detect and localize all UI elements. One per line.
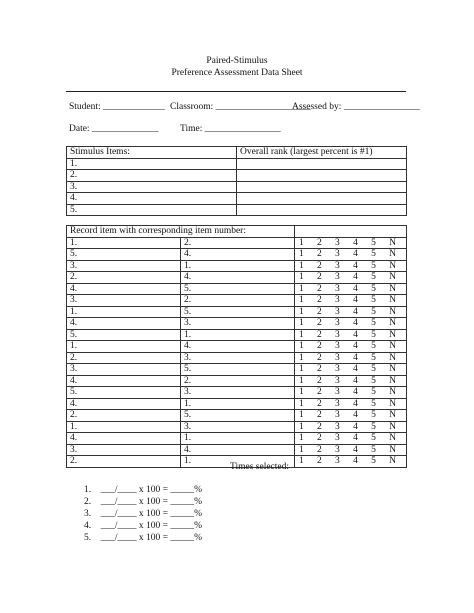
pair-item-right: 4.	[181, 249, 295, 261]
pair-item-right: 3.	[181, 421, 295, 433]
pair-item-left: 5.	[67, 387, 181, 399]
choice-option[interactable]: 4	[353, 398, 358, 409]
percent-line: 3. ___/____ x 100 = _____%	[84, 509, 203, 519]
choice-option[interactable]: 1	[299, 433, 304, 443]
choice-option[interactable]: 1	[299, 249, 304, 259]
choice-option[interactable]: 1	[299, 341, 304, 351]
choice-option[interactable]: 3	[335, 341, 340, 351]
choice-option[interactable]: 5	[371, 456, 376, 466]
choice-option[interactable]: 3	[335, 364, 340, 374]
student-field: Student: _____________	[69, 102, 165, 112]
choice-option[interactable]: N	[389, 387, 396, 397]
record-table	[66, 225, 407, 468]
choice-cell	[295, 387, 407, 399]
pair-item-left: 2.	[67, 352, 181, 364]
choice-option[interactable]: 1	[299, 352, 304, 363]
choice-option[interactable]: 4	[353, 341, 358, 351]
rank-cell	[237, 170, 407, 182]
choice-option[interactable]: 2	[317, 329, 322, 340]
choice-option[interactable]: 4	[353, 249, 358, 259]
choice-option[interactable]: N	[389, 398, 396, 409]
pair-item-right: 4.	[181, 272, 295, 284]
choice-option[interactable]: 4	[353, 237, 358, 248]
pair-item-left: 3.	[67, 295, 181, 307]
choice-cell	[295, 352, 407, 364]
pair-row	[67, 433, 407, 445]
choice-option[interactable]: 1	[299, 387, 304, 397]
pair-item-right: 5.	[181, 283, 295, 295]
choice-option[interactable]: 5	[371, 433, 376, 443]
pair-row	[67, 421, 407, 433]
pair-item-right: 2.	[181, 375, 295, 387]
choice-option[interactable]: 4	[353, 306, 358, 317]
choice-option[interactable]: 2	[317, 272, 322, 282]
choice-option[interactable]: 4	[353, 456, 358, 466]
pair-row	[67, 283, 407, 295]
stimulus-row	[67, 181, 407, 193]
choice-cell	[295, 364, 407, 376]
pair-item-left: 3.	[67, 444, 181, 456]
choice-option[interactable]: N	[389, 456, 396, 466]
choice-option[interactable]: 3	[335, 260, 340, 271]
choice-option[interactable]: 1	[299, 272, 304, 282]
pair-item-right: 1.	[181, 433, 295, 445]
choice-option[interactable]: 3	[335, 272, 340, 282]
pair-row	[67, 318, 407, 330]
pair-item-right: 4.	[181, 444, 295, 456]
choice-option[interactable]: 2	[317, 398, 322, 409]
choice-option[interactable]: 4	[353, 329, 358, 340]
rank-cell	[237, 193, 407, 205]
choice-option[interactable]: 5	[371, 260, 376, 271]
classroom-field: Classroom: ____________________	[170, 102, 311, 112]
choice-option[interactable]: 1	[299, 329, 304, 340]
choice-option[interactable]: 1	[299, 318, 304, 328]
stimulus-item-number: 3.	[67, 181, 237, 193]
pair-item-left: 5.	[67, 249, 181, 261]
choice-cell	[295, 398, 407, 410]
record-header: Record item with corresponding item number:	[67, 226, 295, 238]
pair-row	[67, 237, 407, 249]
pair-item-left: 1.	[67, 237, 181, 249]
choice-cell	[295, 272, 407, 284]
choice-option[interactable]: 1	[299, 444, 304, 455]
choice-option[interactable]: 5	[371, 410, 376, 420]
choice-option[interactable]: 1	[299, 375, 304, 386]
pair-row	[67, 329, 407, 341]
rank-cell	[237, 204, 407, 216]
pair-item-left: 4.	[67, 318, 181, 330]
choice-option[interactable]: 3	[335, 387, 340, 397]
choice-option[interactable]: 1	[299, 398, 304, 409]
choice-option[interactable]: 4	[353, 444, 358, 455]
pair-row	[67, 295, 407, 307]
pair-item-right: 3.	[181, 387, 295, 399]
choice-option[interactable]: 1	[299, 421, 304, 432]
choice-cell	[295, 237, 407, 249]
choice-option[interactable]: 2	[317, 352, 322, 363]
choice-option[interactable]: 1	[299, 456, 304, 466]
choice-option[interactable]: 4	[353, 433, 358, 443]
pair-row	[67, 444, 407, 456]
choice-option[interactable]: 5	[371, 375, 376, 386]
pair-item-right: 2.	[181, 237, 295, 249]
time-field: Time: ________________	[180, 124, 281, 134]
stimulus-row	[67, 204, 407, 216]
choice-option[interactable]: 5	[371, 444, 376, 455]
stimulus-items-header: Stimulus Items:	[67, 147, 237, 159]
choice-option[interactable]: 5	[371, 272, 376, 282]
rank-cell	[237, 181, 407, 193]
percent-line: 2. ___/____ x 100 = _____%	[84, 497, 203, 507]
pair-item-right: 5.	[181, 410, 295, 422]
choice-option[interactable]: 2	[317, 341, 322, 351]
pair-item-right: 5.	[181, 364, 295, 376]
choice-option[interactable]: 4	[353, 318, 358, 328]
choice-option[interactable]: 1	[299, 295, 304, 305]
choice-option[interactable]: 3	[335, 352, 340, 363]
choice-cell	[295, 444, 407, 456]
pair-item-right: 3.	[181, 318, 295, 330]
choice-cell	[295, 329, 407, 341]
choice-option[interactable]: 4	[353, 283, 358, 294]
choice-option[interactable]: N	[389, 421, 396, 432]
choice-option[interactable]: 4	[353, 364, 358, 374]
choice-cell	[295, 433, 407, 445]
choice-option[interactable]: 2	[317, 421, 322, 432]
assessed-by-field: Assessed by: ________________	[292, 102, 420, 112]
pair-item-left: 1.	[67, 306, 181, 318]
choice-option[interactable]: N	[389, 329, 396, 340]
choice-cell	[295, 375, 407, 387]
choice-option[interactable]: N	[389, 341, 396, 351]
pair-row	[67, 249, 407, 261]
choice-cell	[295, 249, 407, 261]
choice-option[interactable]: 3	[335, 456, 340, 466]
pair-row	[67, 364, 407, 376]
choice-option[interactable]: 2	[317, 410, 322, 420]
pair-item-right: 1.	[181, 456, 295, 468]
choice-option[interactable]: 3	[335, 249, 340, 259]
choice-option[interactable]: 4	[353, 272, 358, 282]
choice-option[interactable]: 4	[353, 352, 358, 363]
choice-cell	[295, 318, 407, 330]
stimulus-row	[67, 158, 407, 170]
pair-item-right: 1.	[181, 398, 295, 410]
stimulus-item-number: 4.	[67, 193, 237, 205]
choice-option[interactable]: 3	[335, 410, 340, 420]
pair-item-left: 3.	[67, 364, 181, 376]
choice-option[interactable]: 4	[353, 421, 358, 432]
percent-line: 1. ___/____ x 100 = _____%	[84, 485, 203, 495]
choice-option[interactable]: 5	[371, 306, 376, 317]
stimulus-item-number: 2.	[67, 170, 237, 182]
pair-item-left: 4.	[67, 375, 181, 387]
choice-option[interactable]: N	[389, 295, 396, 305]
choice-option[interactable]: 3	[335, 433, 340, 443]
pair-row	[67, 260, 407, 272]
pair-row	[67, 387, 407, 399]
choice-option[interactable]: 5	[371, 387, 376, 397]
choice-cell	[295, 283, 407, 295]
choice-option[interactable]: 2	[317, 249, 322, 259]
choice-option[interactable]: 5	[371, 352, 376, 363]
choice-option[interactable]: 5	[371, 318, 376, 328]
title-divider	[66, 91, 406, 92]
stimulus-item-number: 1.	[67, 158, 237, 170]
title-line-1: Paired-Stimulus	[206, 56, 268, 66]
pair-item-left: 2.	[67, 272, 181, 284]
pair-item-left: 5.	[67, 329, 181, 341]
choice-option[interactable]: 2	[317, 237, 322, 248]
choice-option[interactable]: N	[389, 444, 396, 455]
choice-option[interactable]: 4	[353, 260, 358, 271]
choice-option[interactable]: 5	[371, 283, 376, 294]
record-table-header	[67, 226, 407, 238]
pair-item-right: 5.	[181, 306, 295, 318]
pair-item-right: 1.	[181, 329, 295, 341]
choice-option[interactable]: N	[389, 375, 396, 386]
choice-option[interactable]: N	[389, 260, 396, 271]
pair-row	[67, 398, 407, 410]
pair-row	[67, 375, 407, 387]
choice-option[interactable]: 4	[353, 375, 358, 386]
pair-row	[67, 272, 407, 284]
choice-option[interactable]: 3	[335, 306, 340, 317]
choice-option[interactable]: 3	[335, 295, 340, 305]
stimulus-row	[67, 170, 407, 182]
stimulus-item-number: 5.	[67, 204, 237, 216]
pair-item-left: 4.	[67, 283, 181, 295]
choice-option[interactable]: 2	[317, 306, 322, 317]
choice-option[interactable]: 2	[317, 283, 322, 294]
choice-option[interactable]: N	[389, 283, 396, 294]
choice-option[interactable]: 2	[317, 456, 322, 466]
choice-option[interactable]: 2	[317, 433, 322, 443]
choice-option[interactable]: 1	[299, 237, 304, 248]
choice-option[interactable]: 2	[317, 375, 322, 386]
choice-option[interactable]: 2	[317, 444, 322, 455]
choice-option[interactable]: 2	[317, 364, 322, 374]
pair-row	[67, 352, 407, 364]
pair-item-left: 1.	[67, 421, 181, 433]
pair-item-right: 3.	[181, 352, 295, 364]
pair-item-right: 2.	[181, 295, 295, 307]
choice-cell	[295, 410, 407, 422]
date-field: Date: ______________	[69, 124, 159, 134]
choice-option[interactable]: 4	[353, 387, 358, 397]
stimulus-row	[67, 193, 407, 205]
choice-option[interactable]: N	[389, 249, 396, 259]
choice-option[interactable]: 1	[299, 410, 304, 420]
pair-row	[67, 306, 407, 318]
pair-item-right: 1.	[181, 260, 295, 272]
choice-cell	[295, 295, 407, 307]
pair-item-left: 4.	[67, 433, 181, 445]
choice-option[interactable]: 4	[353, 295, 358, 305]
percent-line: 5. ___/____ x 100 = _____%	[84, 533, 203, 543]
choice-option[interactable]: N	[389, 237, 396, 248]
choice-option[interactable]: 5	[371, 341, 376, 351]
choice-option[interactable]: N	[389, 410, 396, 420]
choice-option[interactable]: 3	[335, 421, 340, 432]
stimulus-items-table	[66, 146, 407, 216]
choice-option[interactable]: 5	[371, 295, 376, 305]
overall-rank-header: Overall rank (largest percent is #1)	[237, 147, 407, 159]
choice-option[interactable]: N	[389, 352, 396, 363]
choice-option[interactable]: 5	[371, 237, 376, 248]
choice-option[interactable]: 5	[371, 421, 376, 432]
choice-option[interactable]: 3	[335, 283, 340, 294]
choice-option[interactable]: 2	[317, 295, 322, 305]
percent-line: 4. ___/____ x 100 = _____%	[84, 521, 203, 531]
choice-option[interactable]: 2	[317, 387, 322, 397]
record-header-blank	[295, 226, 407, 238]
choice-option[interactable]: 1	[299, 364, 304, 374]
choice-option[interactable]: 1	[299, 283, 304, 294]
choice-option[interactable]: N	[389, 433, 396, 443]
rank-cell	[237, 158, 407, 170]
choice-option[interactable]: N	[389, 272, 396, 282]
stimulus-table-header	[67, 147, 407, 159]
choice-cell	[295, 260, 407, 272]
choice-cell	[295, 456, 407, 468]
choice-option[interactable]: N	[389, 364, 396, 374]
pair-item-left: 1.	[67, 341, 181, 353]
choice-option[interactable]: 3	[335, 237, 340, 248]
pair-item-left: 2.	[67, 456, 181, 468]
choice-option[interactable]: N	[389, 306, 396, 317]
choice-option[interactable]: 3	[335, 318, 340, 328]
pair-item-left: 4.	[67, 398, 181, 410]
pair-item-left: 2.	[67, 410, 181, 422]
choice-option[interactable]: 5	[371, 249, 376, 259]
times-selected-label: Times selected:	[230, 462, 290, 472]
choice-option[interactable]: 2	[317, 260, 322, 271]
pair-row	[67, 341, 407, 353]
choice-option[interactable]: 5	[371, 398, 376, 409]
choice-option[interactable]: 3	[335, 398, 340, 409]
choice-option[interactable]: 5	[371, 364, 376, 374]
choice-option[interactable]: 4	[353, 410, 358, 420]
choice-option[interactable]: N	[389, 318, 396, 328]
choice-option[interactable]: 3	[335, 375, 340, 386]
pair-item-left: 3.	[67, 260, 181, 272]
choice-option[interactable]: 3	[335, 444, 340, 455]
choice-option[interactable]: 5	[371, 329, 376, 340]
title-line-2: Preference Assessment Data Sheet	[171, 68, 303, 78]
choice-option[interactable]: 2	[317, 318, 322, 328]
choice-option[interactable]: 3	[335, 329, 340, 340]
choice-cell	[295, 306, 407, 318]
choice-cell	[295, 341, 407, 353]
choice-option[interactable]: 1	[299, 260, 304, 271]
pair-item-right: 4.	[181, 341, 295, 353]
choice-cell	[295, 421, 407, 433]
pair-row	[67, 410, 407, 422]
choice-option[interactable]: 1	[299, 306, 304, 317]
